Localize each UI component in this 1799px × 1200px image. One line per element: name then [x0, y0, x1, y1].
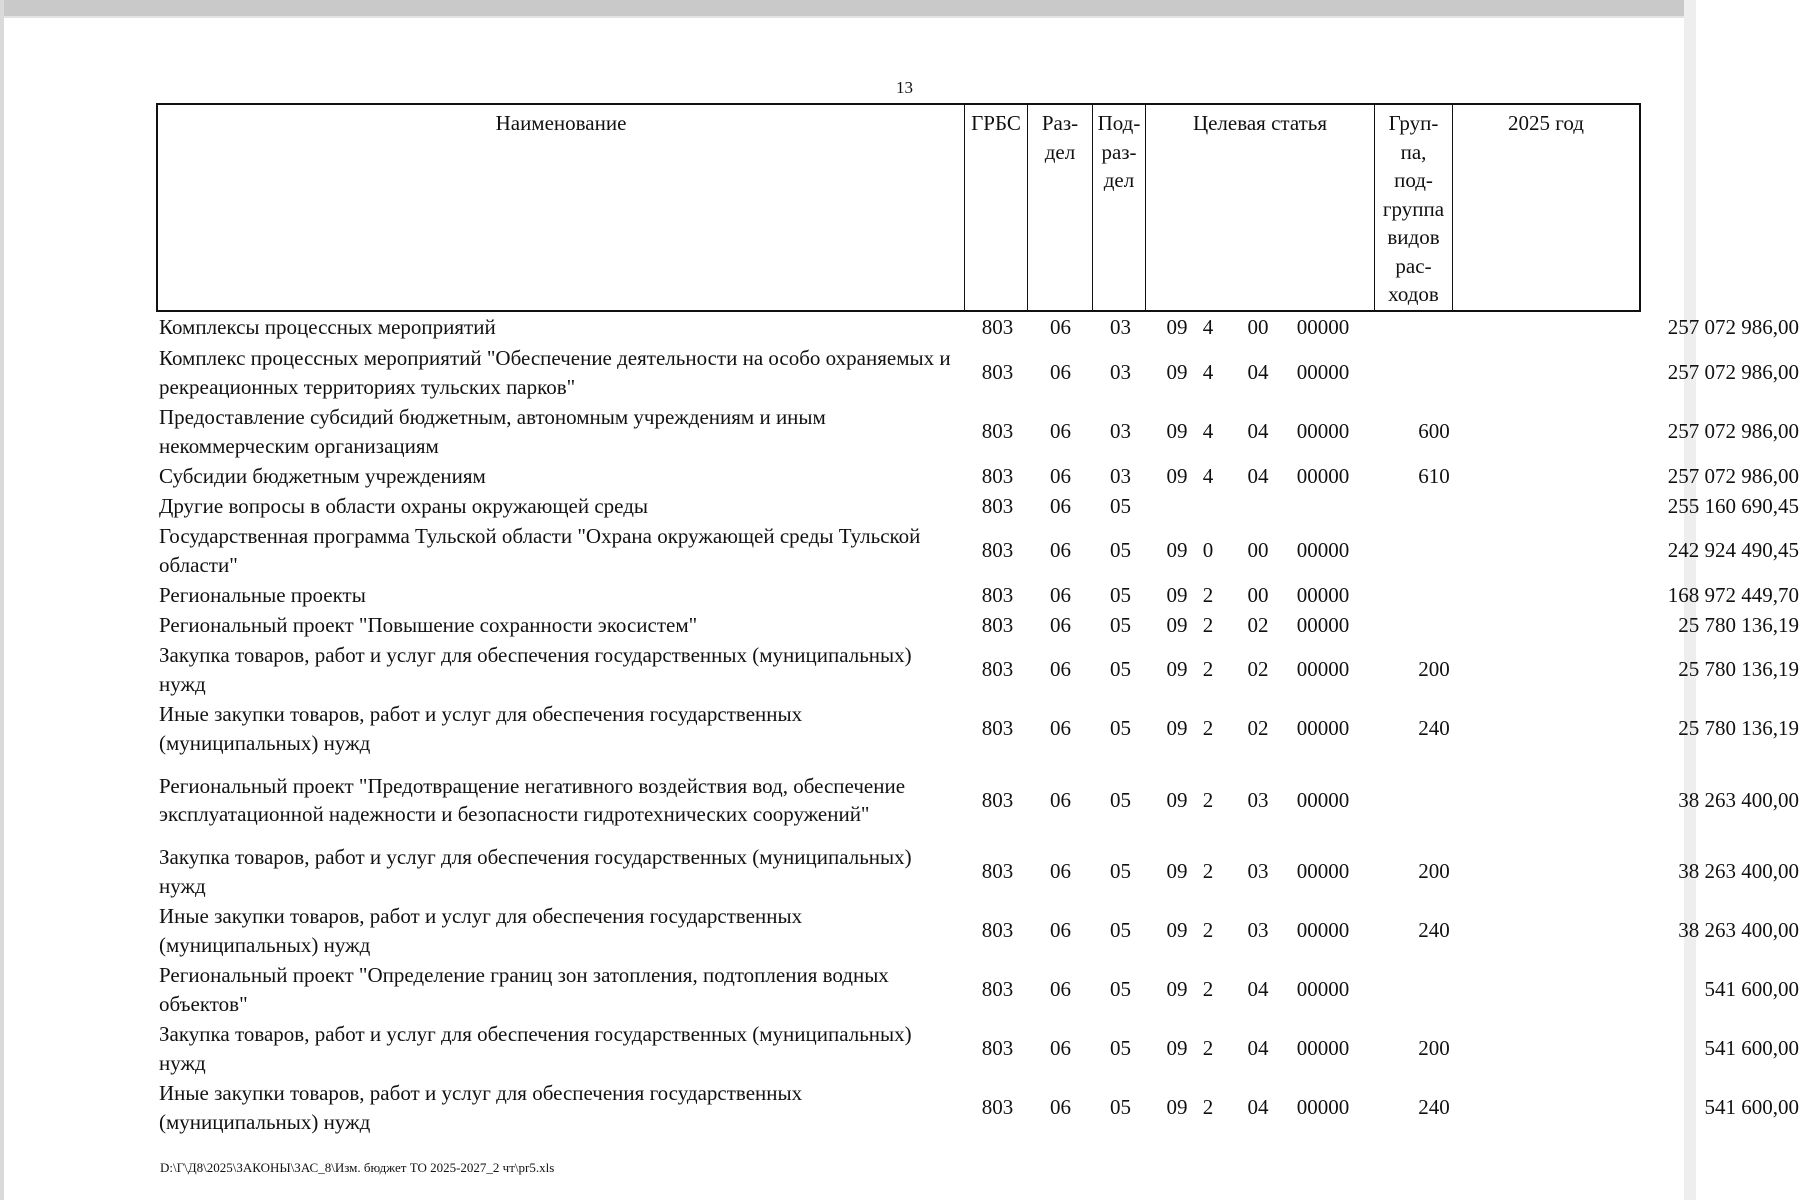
- row-target-program: 09: [1166, 612, 1188, 637]
- row-expense-group: [1396, 312, 1472, 343]
- row-expense-group: 600: [1418, 419, 1450, 443]
- row-amount-2025: 25 780 136,19: [1678, 657, 1799, 681]
- row-name: Закупка товаров, работ и услуг для обеспечения государственных (муниципальных) нужд: [159, 643, 912, 696]
- row-podrazdel: 05: [1110, 716, 1131, 740]
- row-expense-group: 240: [1418, 1095, 1450, 1119]
- table-row: [156, 521, 1799, 580]
- row-target-program: 09: [1166, 360, 1188, 384]
- row-target-type: 2: [1202, 612, 1214, 637]
- row-name: Региональные проекты: [159, 582, 366, 607]
- row-target-type: 2: [1202, 1036, 1214, 1060]
- row-razdel: 06: [1050, 419, 1071, 443]
- table-row: [156, 960, 1799, 1019]
- page-number: 13: [896, 78, 913, 97]
- row-target-program: 09: [1166, 419, 1188, 443]
- row-target-direction: 00000: [1296, 582, 1350, 607]
- row-podrazdel: 03: [1110, 360, 1131, 384]
- row-razdel: 06: [1050, 612, 1071, 637]
- row-target-element: 02: [1247, 612, 1269, 637]
- row-target-element: 04: [1247, 1036, 1269, 1060]
- row-grbs: 803: [981, 1095, 1014, 1119]
- row-podrazdel: 05: [1110, 538, 1131, 562]
- table-row: [156, 491, 1799, 521]
- row-target-element: 00: [1247, 538, 1269, 562]
- row-podrazdel: 05: [1110, 977, 1131, 1001]
- table-row: [156, 343, 1799, 402]
- row-grbs: 803: [981, 582, 1014, 607]
- row-expense-group: [1396, 580, 1472, 610]
- row-expense-group: [1396, 758, 1472, 842]
- row-name: Региональный проект "Предотвращение негативного воздействия вод, обеспечение эксплуатационной надежности и безопасности гидротехнических сооружений": [159, 773, 906, 826]
- row-target-direction: 00000: [1296, 1036, 1350, 1060]
- row-expense-group: 240: [1418, 918, 1450, 942]
- row-target-element: 00: [1247, 315, 1269, 339]
- table-row: [156, 580, 1799, 610]
- row-target-type: 2: [1202, 716, 1214, 740]
- row-target-program: 09: [1166, 315, 1188, 339]
- row-name: Государственная программа Тульской области "Охрана окружающей среды Тульской области": [159, 524, 921, 577]
- row-target-program: 09: [1166, 787, 1188, 812]
- row-expense-group: [1396, 343, 1472, 402]
- row-target-program: 09: [1166, 538, 1188, 562]
- row-target-program: 09: [1166, 1036, 1188, 1060]
- row-grbs: 803: [981, 716, 1014, 740]
- row-target-type: 2: [1202, 918, 1214, 942]
- row-grbs: 803: [981, 612, 1014, 637]
- row-amount-2025: 38 263 400,00: [1678, 787, 1799, 812]
- row-target-element: 03: [1247, 787, 1269, 812]
- row-name: Комплекс процессных мероприятий "Обеспечение деятельности на особо охраняемых и рекреационных территориях тульских парков": [159, 346, 951, 399]
- row-expense-group: 610: [1418, 463, 1450, 488]
- row-amount-2025: 242 924 490,45: [1667, 538, 1799, 562]
- row-target-type: 4: [1202, 463, 1214, 488]
- row-grbs: 803: [981, 859, 1014, 883]
- row-razdel: 06: [1050, 918, 1071, 942]
- row-target-program: 09: [1166, 918, 1188, 942]
- header-target-article: Целевая статья: [1145, 105, 1374, 310]
- row-name: Иные закупки товаров, работ и услуг для обеспечения государственных (муниципальных) нужд: [159, 904, 803, 957]
- scan-top-band: [0, 0, 1696, 16]
- row-target-direction: [1283, 491, 1363, 521]
- row-target-program: 09: [1166, 463, 1188, 488]
- row-name: Закупка товаров, работ и услуг для обеспечения государственных (муниципальных) нужд: [159, 1022, 912, 1075]
- row-expense-group: 200: [1418, 657, 1450, 681]
- row-grbs: 803: [981, 918, 1014, 942]
- row-name: Закупка товаров, работ и услуг для обеспечения государственных (муниципальных) нужд: [159, 845, 912, 898]
- row-grbs: 803: [981, 787, 1014, 812]
- header-expense-group: Груп- па, под- группа видов рас- ходов: [1374, 105, 1452, 310]
- row-razdel: 06: [1050, 493, 1071, 518]
- row-name: Комплексы процессных мероприятий: [159, 315, 496, 340]
- row-razdel: 06: [1050, 582, 1071, 607]
- row-amount-2025: 168 972 449,70: [1667, 582, 1799, 607]
- row-target-direction: 00000: [1296, 463, 1350, 488]
- row-razdel: 06: [1050, 1095, 1071, 1119]
- row-podrazdel: 05: [1110, 493, 1131, 518]
- row-target-element: [1233, 491, 1283, 521]
- row-amount-2025: 38 263 400,00: [1678, 859, 1799, 883]
- row-target-type: 2: [1202, 657, 1214, 681]
- row-podrazdel: 05: [1110, 582, 1131, 607]
- row-target-direction: 00000: [1296, 315, 1350, 339]
- row-target-element: 00: [1247, 582, 1269, 607]
- row-target-type: 2: [1202, 787, 1214, 812]
- row-target-element: 03: [1247, 918, 1269, 942]
- row-expense-group: 200: [1418, 1036, 1450, 1060]
- row-razdel: 06: [1050, 1036, 1071, 1060]
- scan-left-edge: [0, 0, 4, 1200]
- row-target-type: 0: [1202, 538, 1214, 562]
- row-target-element: 04: [1247, 419, 1269, 443]
- row-target-type: [1194, 491, 1222, 521]
- table-row: [156, 758, 1799, 842]
- row-target-direction: 00000: [1296, 918, 1350, 942]
- row-amount-2025: 255 160 690,45: [1667, 493, 1799, 518]
- header-grbs: ГРБС: [964, 105, 1027, 310]
- row-grbs: 803: [981, 538, 1014, 562]
- row-grbs: 803: [981, 977, 1014, 1001]
- header-year: 2025 год: [1452, 105, 1639, 310]
- row-target-direction: 00000: [1296, 787, 1350, 812]
- row-amount-2025: 541 600,00: [1704, 1095, 1799, 1119]
- row-razdel: 06: [1050, 463, 1071, 488]
- row-amount-2025: 541 600,00: [1704, 1036, 1799, 1060]
- row-name: Другие вопросы в области охраны окружающей среды: [159, 493, 648, 518]
- row-target-program: 09: [1166, 1095, 1188, 1119]
- row-podrazdel: 03: [1110, 463, 1131, 488]
- row-target-type: 2: [1202, 1095, 1214, 1119]
- row-name: Региональный проект "Определение границ зон затопления, подтопления водных объектов": [159, 963, 889, 1016]
- row-amount-2025: 25 780 136,19: [1678, 612, 1799, 637]
- row-grbs: 803: [981, 1036, 1014, 1060]
- row-target-direction: 00000: [1296, 859, 1350, 883]
- row-target-type: 2: [1202, 859, 1214, 883]
- row-podrazdel: 05: [1110, 787, 1131, 812]
- header-razdel: Раз- дел: [1027, 105, 1092, 310]
- row-grbs: 803: [981, 657, 1014, 681]
- row-target-direction: 00000: [1296, 419, 1350, 443]
- row-razdel: 06: [1050, 657, 1071, 681]
- row-expense-group: [1396, 610, 1472, 640]
- row-name: Региональный проект "Повышение сохранности экосистем": [159, 612, 698, 637]
- row-target-program: 09: [1166, 657, 1188, 681]
- row-podrazdel: 03: [1110, 315, 1131, 339]
- row-target-type: 4: [1202, 315, 1214, 339]
- row-target-direction: 00000: [1296, 360, 1350, 384]
- table-row: [156, 842, 1799, 901]
- row-target-direction: 00000: [1296, 1095, 1350, 1119]
- row-target-type: 2: [1202, 582, 1214, 607]
- row-amount-2025: 257 072 986,00: [1667, 463, 1799, 488]
- row-amount-2025: 25 780 136,19: [1678, 716, 1799, 740]
- row-grbs: 803: [981, 419, 1014, 443]
- row-razdel: 06: [1050, 859, 1071, 883]
- row-target-direction: 00000: [1296, 977, 1350, 1001]
- row-amount-2025: 257 072 986,00: [1667, 360, 1799, 384]
- row-target-element: 04: [1247, 1095, 1269, 1119]
- row-podrazdel: 03: [1110, 419, 1131, 443]
- row-target-program: 09: [1166, 716, 1188, 740]
- row-expense-group: [1396, 521, 1472, 580]
- row-podrazdel: 05: [1110, 859, 1131, 883]
- row-amount-2025: 257 072 986,00: [1667, 419, 1799, 443]
- row-target-type: 2: [1202, 977, 1214, 1001]
- table-row: [156, 402, 1799, 461]
- row-target-program: 09: [1166, 582, 1188, 607]
- row-target-direction: 00000: [1296, 657, 1350, 681]
- row-grbs: 803: [981, 493, 1014, 518]
- row-amount-2025: 38 263 400,00: [1678, 918, 1799, 942]
- row-podrazdel: 05: [1110, 1095, 1131, 1119]
- footer-file-path: D:\Г\Д8\2025\ЗАКОНЫ\ЗАС_8\Изм. бюджет ТО 2025-2027_2 чт\pr5.xls: [160, 1160, 555, 1175]
- table-row: [156, 312, 1799, 343]
- row-podrazdel: 05: [1110, 657, 1131, 681]
- row-target-direction: 00000: [1296, 716, 1350, 740]
- table-row: [156, 640, 1799, 699]
- row-target-element: 02: [1247, 716, 1269, 740]
- table-row: [156, 699, 1799, 758]
- row-podrazdel: 05: [1110, 918, 1131, 942]
- row-razdel: 06: [1050, 977, 1071, 1001]
- header-name: Наименование: [495, 111, 627, 135]
- row-razdel: 06: [1050, 538, 1071, 562]
- table-body: [156, 312, 1799, 1137]
- row-target-program: 09: [1166, 977, 1188, 1001]
- row-target-element: 04: [1247, 463, 1269, 488]
- row-name: Субсидии бюджетным учреждениям: [159, 463, 486, 488]
- table-row: [156, 901, 1799, 960]
- scan-top-band-edge: [0, 16, 1696, 18]
- row-target-element: 03: [1247, 859, 1269, 883]
- row-name: Иные закупки товаров, работ и услуг для обеспечения государственных (муниципальных) нужд: [159, 1081, 803, 1134]
- row-podrazdel: 05: [1110, 1036, 1131, 1060]
- row-name: Предоставление субсидий бюджетным, автономным учреждениям и иным некоммерческим организациям: [159, 405, 826, 458]
- row-amount-2025: 541 600,00: [1704, 977, 1799, 1001]
- row-target-element: 04: [1247, 360, 1269, 384]
- table-row: [156, 610, 1799, 640]
- row-target-element: 02: [1247, 657, 1269, 681]
- row-target-program: 09: [1166, 859, 1188, 883]
- row-expense-group: 200: [1418, 859, 1450, 883]
- row-target-type: 4: [1202, 419, 1214, 443]
- row-grbs: 803: [981, 463, 1014, 488]
- row-razdel: 06: [1050, 360, 1071, 384]
- row-podrazdel: 05: [1110, 612, 1131, 637]
- row-grbs: 803: [981, 315, 1014, 339]
- row-expense-group: [1396, 491, 1472, 521]
- row-razdel: 06: [1050, 716, 1071, 740]
- table-header: [156, 103, 1641, 312]
- table-row: [156, 461, 1799, 491]
- header-podrazdel: Под- раз- дел: [1092, 105, 1145, 310]
- row-amount-2025: 257 072 986,00: [1667, 315, 1799, 339]
- row-razdel: 06: [1050, 787, 1071, 812]
- row-razdel: 06: [1050, 315, 1071, 339]
- row-target-direction: 00000: [1296, 538, 1350, 562]
- row-target-direction: 00000: [1296, 612, 1350, 637]
- table-row: [156, 1078, 1799, 1137]
- row-grbs: 803: [981, 360, 1014, 384]
- row-name: Иные закупки товаров, работ и услуг для обеспечения государственных (муниципальных) нужд: [159, 702, 803, 755]
- table-row: [156, 1019, 1799, 1078]
- row-expense-group: [1396, 960, 1472, 1019]
- row-expense-group: 240: [1418, 716, 1450, 740]
- row-target-element: 04: [1247, 977, 1269, 1001]
- row-target-type: 4: [1202, 360, 1214, 384]
